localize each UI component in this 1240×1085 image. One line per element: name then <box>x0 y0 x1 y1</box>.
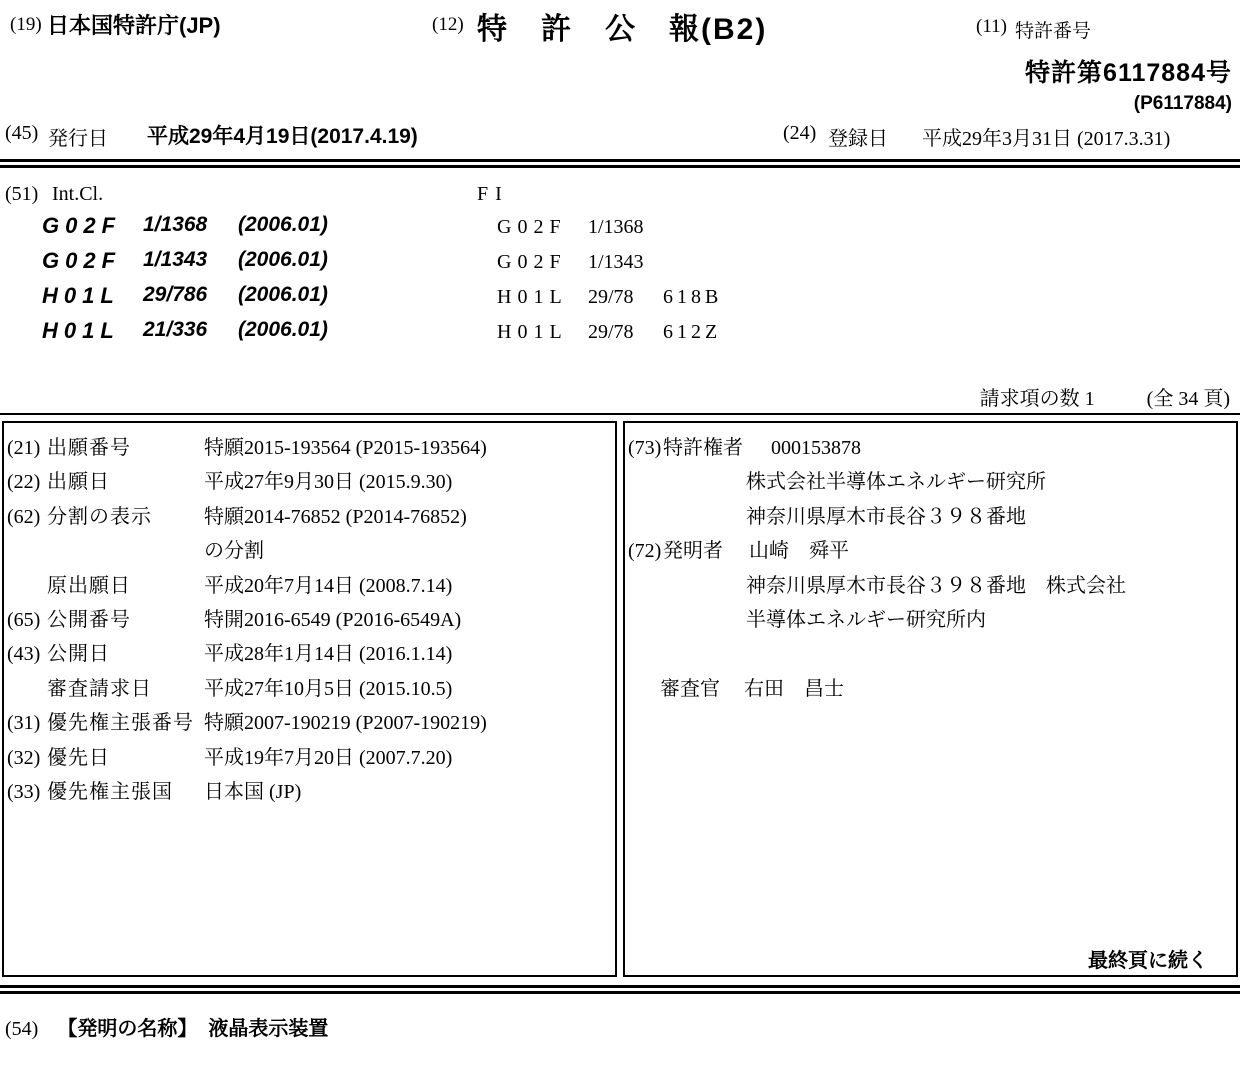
examiner-row <box>628 672 1232 706</box>
intcl-version: (2006.01) <box>238 248 328 271</box>
field-value: 平成28年1月14日 (2016.1.14) <box>204 643 453 666</box>
field-label: 出願番号 <box>47 437 131 459</box>
registration-date-code: (24) <box>783 122 817 144</box>
field-value: 平成27年9月30日 (2015.9.30) <box>204 471 453 494</box>
patentee-address-line <box>628 500 1232 534</box>
fi-class: G02F <box>497 251 567 273</box>
fi-label: FI <box>477 183 509 205</box>
fi-class: G02F <box>497 216 567 238</box>
boxes-top-rule <box>0 413 1240 415</box>
field-value: 日本国 (JP) <box>204 781 302 804</box>
claims-count-label: 請求項の数 1 <box>979 388 1095 410</box>
field-label: 優先権主張番号 <box>47 712 194 735</box>
examiner-label: 審査官 <box>660 677 720 700</box>
intcl-version: (2006.01) <box>238 213 328 236</box>
patentee-row <box>628 431 1232 465</box>
registration-date-value: 平成29年3月31日 (2017.3.31) <box>922 128 1171 150</box>
field-value: の分割 <box>204 540 264 563</box>
field-label: 出願日 <box>47 471 110 494</box>
intcl-class: G02F <box>42 213 122 238</box>
invention-title: 液晶表示装置 <box>208 1018 329 1040</box>
total-pages-label: (全 34 頁) <box>1146 388 1230 410</box>
intcl-subclass: 29/786 <box>143 283 208 306</box>
field-label: 審査請求日 <box>47 677 152 700</box>
field-code: (31) <box>7 712 41 735</box>
biblio-row <box>7 741 611 775</box>
field-code <box>7 534 47 568</box>
biblio-row <box>7 672 611 706</box>
intcl-class: H01L <box>42 318 120 343</box>
field-label: 公開番号 <box>47 609 131 632</box>
fi-subclass: 1/1343 <box>588 251 644 273</box>
field-value: 特開2016-6549 (P2016-6549A) <box>204 609 462 632</box>
field-value: 特願2015-193564 (P2015-193564) <box>204 437 487 459</box>
inventor-address-line-1 <box>628 569 1232 603</box>
registration-date-label: 登録日 <box>828 128 888 150</box>
intcl-subclass: 21/336 <box>143 318 208 341</box>
inventor-code: (72) <box>628 540 662 563</box>
biblio-row <box>7 637 611 671</box>
patentee-id: 000153878 <box>771 437 861 459</box>
intcl-class: G02F <box>42 248 122 273</box>
intcl-class: H01L <box>42 283 120 308</box>
field-code: (62) <box>7 505 41 528</box>
fi-ext-symbol: 612Z <box>663 321 722 343</box>
fi-class: H01L <box>497 286 568 308</box>
field-value: 特願2014-76852 (P2014-76852) <box>204 505 467 528</box>
field-code <box>7 672 47 706</box>
biblio-row <box>7 569 611 603</box>
inventor-address-line-2 <box>628 603 1232 637</box>
biblio-row <box>7 465 611 499</box>
office-code: (19) <box>10 14 42 35</box>
issue-date-value: 平成29年4月19日(2017.4.19) <box>147 125 418 148</box>
invention-title-code: (54) <box>5 1018 39 1040</box>
field-code: (32) <box>7 746 41 769</box>
office-name: 日本国特許庁(JP) <box>47 13 221 38</box>
patent-number-paren: (P6117884) <box>1133 93 1232 114</box>
biblio-row <box>7 431 611 465</box>
inventor-label: 発明者 <box>663 540 723 563</box>
claims-count-line <box>980 382 1230 411</box>
fi-class: H01L <box>497 321 568 343</box>
inventor-address-1: 神奈川県厚木市長谷３９８番地 株式会社 <box>746 574 1126 597</box>
issue-date-label: 発行日 <box>48 128 108 150</box>
patentee-label: 特許権者 <box>663 437 743 459</box>
fi-ext-symbol: 618B <box>663 286 723 308</box>
header-divider-rule <box>0 159 1240 168</box>
fi-subclass: 29/78 <box>588 321 634 343</box>
patent-number-code: (11) <box>976 16 1007 37</box>
inventor-name: 山崎 舜平 <box>749 540 849 563</box>
biblio-row <box>7 775 611 809</box>
field-label: 優先権主張国 <box>47 781 173 804</box>
fi-subclass: 1/1368 <box>588 216 644 238</box>
patent-number: 特許第6117884号 <box>1025 59 1232 87</box>
field-label: 優先日 <box>47 746 110 769</box>
field-code <box>7 569 47 603</box>
field-value: 平成20年7月14日 (2008.7.14) <box>204 574 453 597</box>
intcl-subclass: 1/1343 <box>143 248 208 271</box>
field-value: 平成27年10月5日 (2015.10.5) <box>204 677 453 700</box>
field-label: 分割の表示 <box>47 505 152 528</box>
parties-box <box>623 421 1238 977</box>
fi-subclass: 29/78 <box>588 286 634 308</box>
patentee-code: (73) <box>628 437 662 459</box>
field-code: (65) <box>7 609 41 632</box>
field-code: (33) <box>7 781 41 804</box>
continued-on-last-page-note: 最終頁に続く <box>1088 950 1208 972</box>
boxes-bottom-rule <box>0 985 1240 994</box>
inventor-row <box>628 534 1232 568</box>
biblio-row <box>7 500 611 534</box>
invention-title-line <box>5 1012 328 1041</box>
field-label <box>47 534 204 568</box>
patent-number-label: 特許番号 <box>1015 21 1092 42</box>
intcl-code: (51) <box>5 183 39 205</box>
field-value: 平成19年7月20日 (2007.7.20) <box>204 746 453 769</box>
biblio-row <box>7 603 611 637</box>
issue-date-code: (45) <box>5 122 39 144</box>
doc-kind-code: (12) <box>432 14 464 35</box>
field-code: (43) <box>7 643 41 666</box>
patentee-name-line <box>628 465 1232 499</box>
invention-title-bracket-label: 【発明の名称】 <box>57 1018 198 1040</box>
application-data-box <box>2 421 617 977</box>
intcl-label: Int.Cl. <box>52 183 104 205</box>
intcl-subclass: 1/1368 <box>143 213 208 236</box>
field-label: 公開日 <box>47 643 110 666</box>
field-value: 特願2007-190219 (P2007-190219) <box>204 712 487 735</box>
field-code: (21) <box>7 437 41 459</box>
field-code: (22) <box>7 471 41 494</box>
inventor-address-2: 半導体エネルギー研究所内 <box>746 609 986 632</box>
intcl-version: (2006.01) <box>238 318 328 341</box>
patentee-name: 株式会社半導体エネルギー研究所 <box>746 471 1046 494</box>
patentee-address: 神奈川県厚木市長谷３９８番地 <box>746 505 1026 528</box>
doc-title: 特 許 公 報(B2) <box>477 13 768 46</box>
biblio-row <box>7 706 611 740</box>
intcl-version: (2006.01) <box>238 283 328 306</box>
biblio-row <box>7 534 611 568</box>
examiner-name: 右田 昌士 <box>744 677 844 700</box>
field-label: 原出願日 <box>47 574 131 597</box>
